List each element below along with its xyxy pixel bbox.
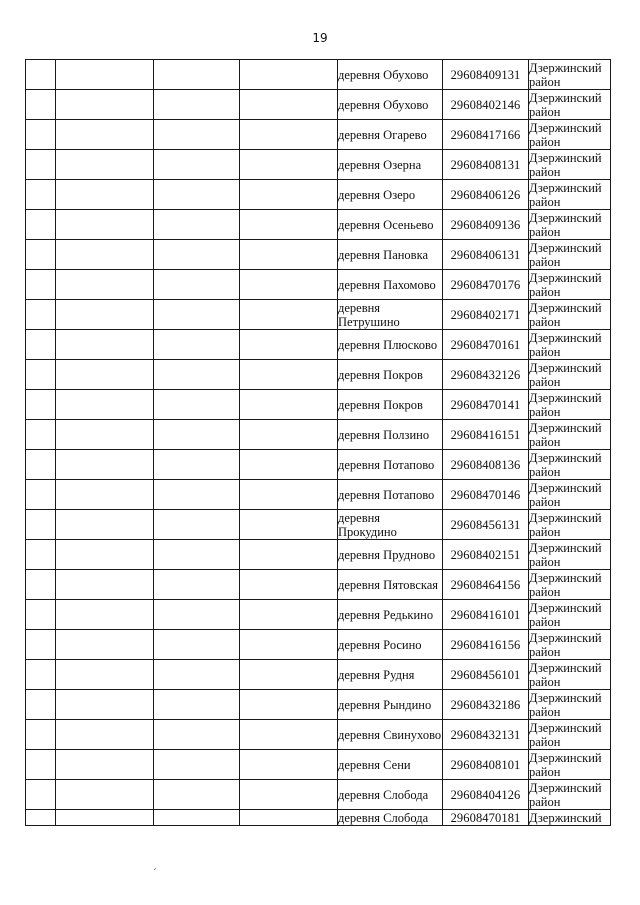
table-row [26, 450, 611, 480]
empty-cell [240, 510, 338, 540]
table-row [26, 810, 611, 826]
district-cell: Дзержинский район [529, 600, 611, 630]
district-cell: Дзержинский район [529, 720, 611, 750]
table-row [26, 600, 611, 630]
empty-cell [154, 630, 240, 660]
empty-cell [26, 300, 56, 330]
table-row [26, 270, 611, 300]
empty-cell [154, 240, 240, 270]
table-row [26, 150, 611, 180]
empty-cell [56, 270, 154, 300]
empty-cell [154, 660, 240, 690]
district-cell: Дзержинский район [529, 630, 611, 660]
empty-cell [240, 330, 338, 360]
empty-cell [240, 390, 338, 420]
oktmo-code-cell: 29608416156 [443, 630, 529, 660]
empty-cell [154, 180, 240, 210]
table-row [26, 420, 611, 450]
empty-cell [154, 390, 240, 420]
empty-cell [240, 480, 338, 510]
settlements-table [25, 59, 611, 826]
settlement-name-cell: деревня Сени [338, 750, 443, 780]
empty-cell [56, 570, 154, 600]
oktmo-code-cell: 29608402171 [443, 300, 529, 330]
settlement-name-cell: деревня Пахомово [338, 270, 443, 300]
district-cell: Дзержинский район [529, 180, 611, 210]
empty-cell [154, 720, 240, 750]
empty-cell [26, 270, 56, 300]
empty-cell [154, 450, 240, 480]
empty-cell [56, 480, 154, 510]
empty-cell [56, 150, 154, 180]
empty-cell [154, 360, 240, 390]
table-row [26, 240, 611, 270]
empty-cell [154, 750, 240, 780]
empty-cell [26, 780, 56, 810]
empty-cell [56, 660, 154, 690]
district-cell: Дзержинский район [529, 360, 611, 390]
empty-cell [240, 450, 338, 480]
empty-cell [240, 300, 338, 330]
empty-cell [240, 60, 338, 90]
table-row [26, 570, 611, 600]
empty-cell [26, 90, 56, 120]
empty-cell [26, 630, 56, 660]
empty-cell [26, 360, 56, 390]
empty-cell [56, 240, 154, 270]
empty-cell [26, 480, 56, 510]
empty-cell [154, 420, 240, 450]
empty-cell [154, 810, 240, 826]
empty-cell [56, 510, 154, 540]
district-cell: Дзержинский район [529, 420, 611, 450]
settlement-name-cell: деревня Петрушино [338, 300, 443, 330]
empty-cell [26, 690, 56, 720]
district-cell: Дзержинский район [529, 570, 611, 600]
empty-cell [154, 690, 240, 720]
settlement-name-cell: деревня Обухово [338, 60, 443, 90]
oktmo-code-cell: 29608417166 [443, 120, 529, 150]
table-row [26, 360, 611, 390]
empty-cell [240, 420, 338, 450]
table-row [26, 180, 611, 210]
empty-cell [240, 570, 338, 600]
empty-cell [56, 630, 154, 660]
district-cell: Дзержинский район [529, 540, 611, 570]
empty-cell [26, 240, 56, 270]
district-cell: Дзержинский район [529, 480, 611, 510]
oktmo-code-cell: 29608406131 [443, 240, 529, 270]
settlement-name-cell: деревня Озерна [338, 150, 443, 180]
district-cell: Дзержинский район [529, 300, 611, 330]
district-cell: Дзержинский район [529, 150, 611, 180]
empty-cell [26, 600, 56, 630]
empty-cell [56, 300, 154, 330]
settlement-name-cell: деревня Пановка [338, 240, 443, 270]
settlement-name-cell: деревня Ползино [338, 420, 443, 450]
table-row [26, 540, 611, 570]
empty-cell [56, 450, 154, 480]
table-row [26, 630, 611, 660]
district-cell: Дзержинский район [529, 210, 611, 240]
table-row [26, 480, 611, 510]
oktmo-code-cell: 29608402151 [443, 540, 529, 570]
settlement-name-cell: деревня Потапово [338, 480, 443, 510]
empty-cell [154, 90, 240, 120]
empty-cell [240, 630, 338, 660]
district-cell: Дзержинский район [529, 90, 611, 120]
district-cell: Дзержинский [529, 810, 611, 826]
district-cell: Дзержинский район [529, 390, 611, 420]
empty-cell [26, 150, 56, 180]
table-row [26, 120, 611, 150]
empty-cell [240, 600, 338, 630]
empty-cell [240, 180, 338, 210]
page-number: 19 [312, 31, 328, 45]
district-cell: Дзержинский район [529, 120, 611, 150]
oktmo-code-cell: 29608409136 [443, 210, 529, 240]
empty-cell [154, 330, 240, 360]
empty-cell [240, 750, 338, 780]
empty-cell [26, 750, 56, 780]
empty-cell [26, 120, 56, 150]
district-cell: Дзержинский район [529, 270, 611, 300]
settlement-name-cell: деревня Огарево [338, 120, 443, 150]
empty-cell [26, 330, 56, 360]
table-row [26, 60, 611, 90]
empty-cell [240, 720, 338, 750]
oktmo-code-cell: 29608408131 [443, 150, 529, 180]
settlement-name-cell: деревня Обухово [338, 90, 443, 120]
empty-cell [56, 390, 154, 420]
empty-cell [56, 690, 154, 720]
table-row [26, 690, 611, 720]
empty-cell [154, 120, 240, 150]
oktmo-code-cell: 29608408136 [443, 450, 529, 480]
empty-cell [56, 120, 154, 150]
empty-cell [154, 780, 240, 810]
district-cell: Дзержинский район [529, 510, 611, 540]
empty-cell [240, 90, 338, 120]
empty-cell [240, 690, 338, 720]
table-row [26, 660, 611, 690]
settlement-name-cell: деревня Осеньево [338, 210, 443, 240]
table-row [26, 300, 611, 330]
table-row [26, 330, 611, 360]
table-row [26, 90, 611, 120]
district-cell: Дзержинский район [529, 240, 611, 270]
empty-cell [154, 210, 240, 240]
oktmo-code-cell: 29608416151 [443, 420, 529, 450]
empty-cell [56, 360, 154, 390]
oktmo-code-cell: 29608402146 [443, 90, 529, 120]
table-row [26, 510, 611, 540]
district-cell: Дзержинский район [529, 330, 611, 360]
empty-cell [154, 540, 240, 570]
empty-cell [56, 810, 154, 826]
empty-cell [56, 330, 154, 360]
empty-cell [26, 570, 56, 600]
oktmo-code-cell: 29608470141 [443, 390, 529, 420]
empty-cell [56, 420, 154, 450]
empty-cell [240, 540, 338, 570]
empty-cell [56, 90, 154, 120]
empty-cell [26, 540, 56, 570]
district-cell: Дзержинский район [529, 450, 611, 480]
oktmo-code-cell: 29608464156 [443, 570, 529, 600]
settlement-name-cell: деревня Редькино [338, 600, 443, 630]
empty-cell [26, 60, 56, 90]
empty-cell [56, 750, 154, 780]
oktmo-code-cell: 29608416101 [443, 600, 529, 630]
oktmo-code-cell: 29608470176 [443, 270, 529, 300]
empty-cell [240, 660, 338, 690]
settlement-name-cell: деревня Озеро [338, 180, 443, 210]
oktmo-code-cell: 29608456131 [443, 510, 529, 540]
settlement-name-cell: деревня Прокудино [338, 510, 443, 540]
scan-mark: ´ [152, 868, 157, 879]
empty-cell [26, 390, 56, 420]
settlement-name-cell: деревня Слобода [338, 810, 443, 826]
settlement-name-cell: деревня Пятовская [338, 570, 443, 600]
empty-cell [240, 270, 338, 300]
table-row [26, 720, 611, 750]
empty-cell [240, 240, 338, 270]
settlement-name-cell: деревня Покров [338, 360, 443, 390]
empty-cell [154, 480, 240, 510]
empty-cell [154, 270, 240, 300]
empty-cell [56, 720, 154, 750]
empty-cell [56, 540, 154, 570]
district-cell: Дзержинский район [529, 60, 611, 90]
oktmo-code-cell: 29608456101 [443, 660, 529, 690]
oktmo-code-cell: 29608470146 [443, 480, 529, 510]
settlement-name-cell: деревня Плюсково [338, 330, 443, 360]
district-cell: Дзержинский район [529, 780, 611, 810]
empty-cell [240, 360, 338, 390]
empty-cell [26, 210, 56, 240]
empty-cell [154, 300, 240, 330]
oktmo-code-cell: 29608432126 [443, 360, 529, 390]
empty-cell [154, 570, 240, 600]
empty-cell [240, 810, 338, 826]
empty-cell [154, 600, 240, 630]
district-cell: Дзержинский район [529, 750, 611, 780]
oktmo-code-cell: 29608404126 [443, 780, 529, 810]
empty-cell [56, 180, 154, 210]
oktmo-code-cell: 29608409131 [443, 60, 529, 90]
settlement-name-cell: деревня Прудново [338, 540, 443, 570]
table-row [26, 780, 611, 810]
table-row [26, 210, 611, 240]
empty-cell [56, 600, 154, 630]
empty-cell [240, 150, 338, 180]
oktmo-code-cell: 29608470181 [443, 810, 529, 826]
table-row [26, 390, 611, 420]
oktmo-code-cell: 29608470161 [443, 330, 529, 360]
empty-cell [26, 180, 56, 210]
empty-cell [154, 60, 240, 90]
empty-cell [240, 120, 338, 150]
empty-cell [26, 420, 56, 450]
district-cell: Дзержинский район [529, 660, 611, 690]
settlement-name-cell: деревня Потапово [338, 450, 443, 480]
settlement-name-cell: деревня Слобода [338, 780, 443, 810]
table-row [26, 750, 611, 780]
settlements-table-body [26, 60, 611, 826]
empty-cell [240, 210, 338, 240]
settlement-name-cell: деревня Свинухово [338, 720, 443, 750]
empty-cell [26, 510, 56, 540]
settlement-name-cell: деревня Рудня [338, 660, 443, 690]
oktmo-code-cell: 29608432186 [443, 690, 529, 720]
empty-cell [154, 150, 240, 180]
oktmo-code-cell: 29608408101 [443, 750, 529, 780]
oktmo-code-cell: 29608432131 [443, 720, 529, 750]
settlement-name-cell: деревня Росино [338, 630, 443, 660]
empty-cell [26, 450, 56, 480]
empty-cell [56, 60, 154, 90]
empty-cell [26, 720, 56, 750]
settlement-name-cell: деревня Покров [338, 390, 443, 420]
district-cell: Дзержинский район [529, 690, 611, 720]
empty-cell [56, 780, 154, 810]
settlement-name-cell: деревня Рындино [338, 690, 443, 720]
empty-cell [56, 210, 154, 240]
empty-cell [240, 780, 338, 810]
empty-cell [26, 810, 56, 826]
empty-cell [154, 510, 240, 540]
empty-cell [26, 660, 56, 690]
oktmo-code-cell: 29608406126 [443, 180, 529, 210]
